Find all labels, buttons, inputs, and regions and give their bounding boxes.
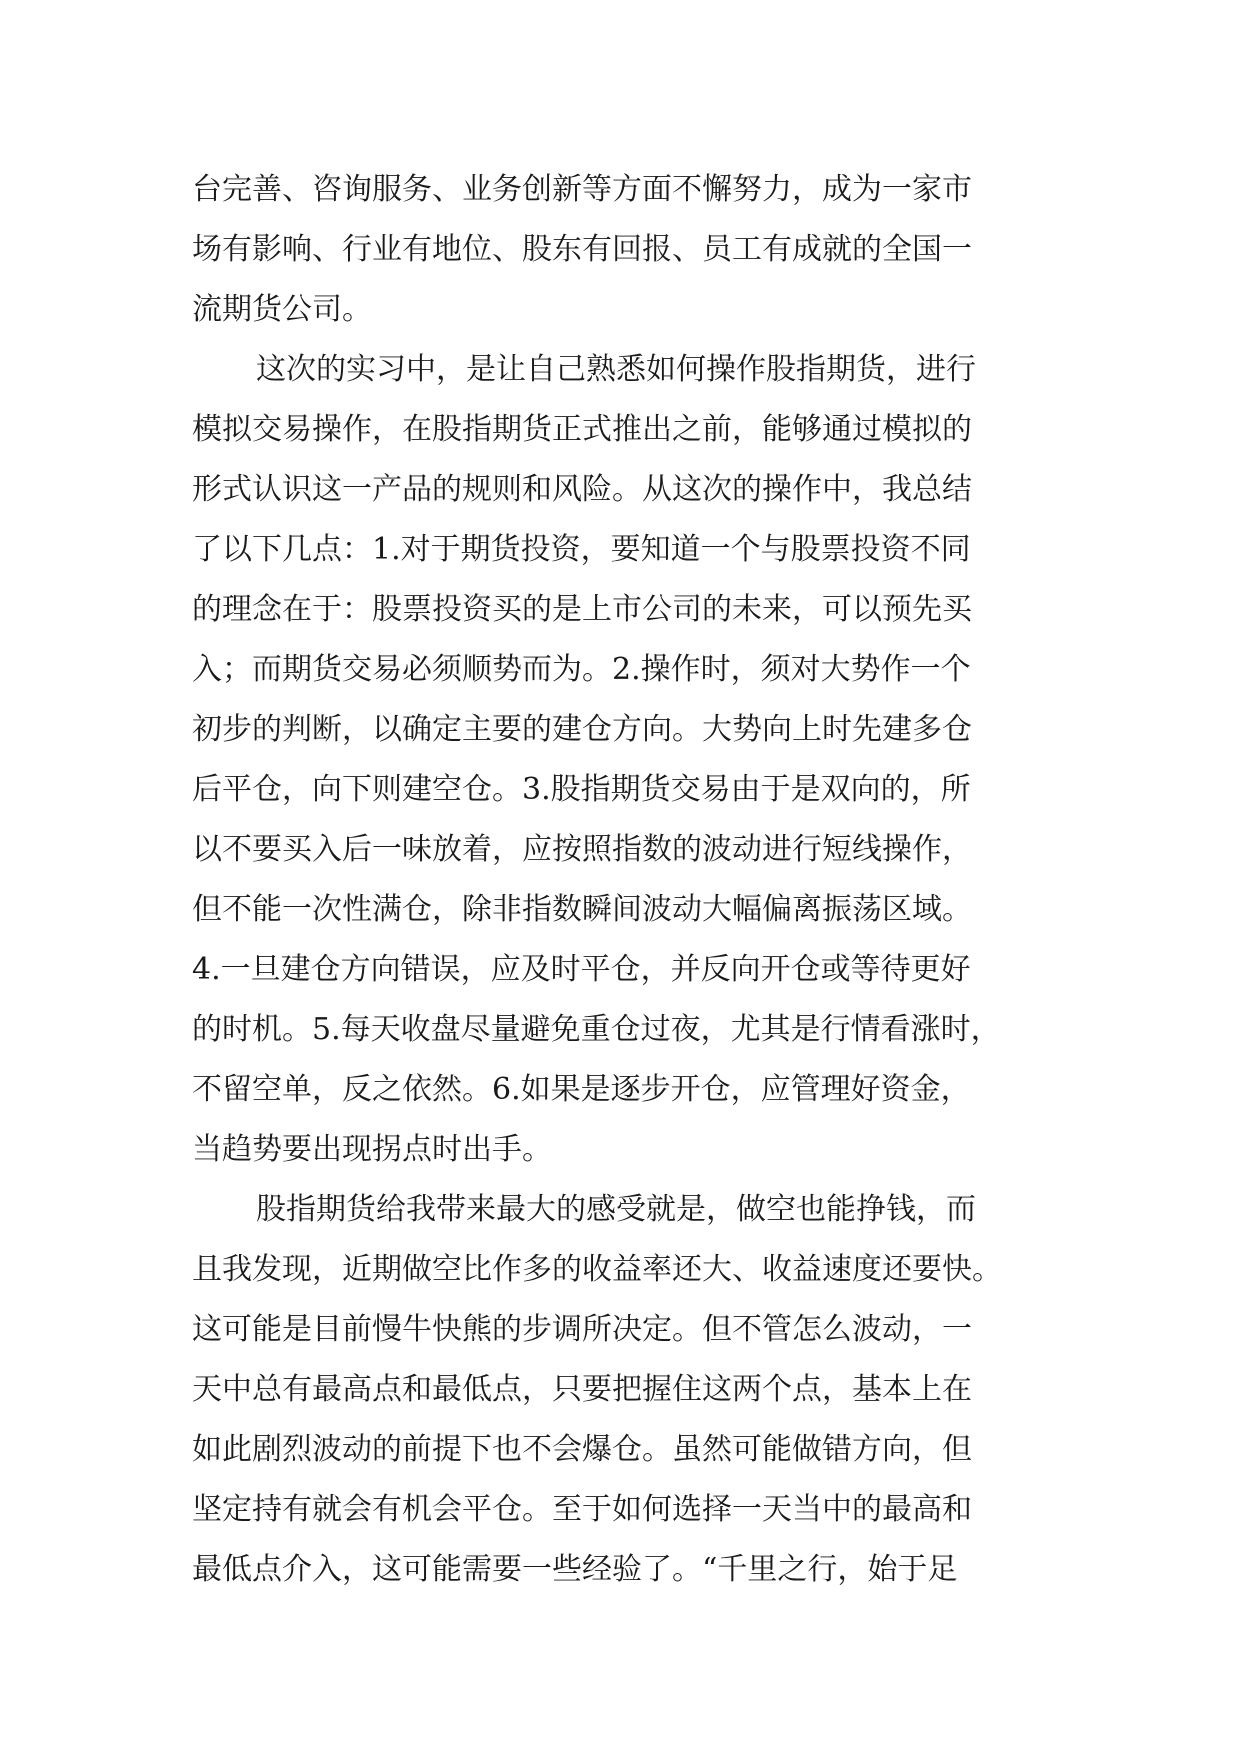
body-text xyxy=(192,160,1072,1600)
text-line: 场有影响、行业有地位、股东有回报、员工有成就的全国一 xyxy=(192,232,972,267)
text-line: 形式认识这一产品的规则和风险。从这次的操作中，我总结 xyxy=(192,472,972,507)
text-line: 初步的判断，以确定主要的建仓方向。大势向上时先建多仓 xyxy=(192,712,972,747)
text-line: 天中总有最高点和最低点，只要把握住这两个点，基本上在 xyxy=(192,1372,972,1407)
text-line: 的理念在于：股票投资买的是上市公司的未来，可以预先买 xyxy=(192,592,972,627)
paragraph-first-line: 股指期货给我带来最大的感受就是，做空也能挣钱，而 xyxy=(256,1192,976,1227)
text-line: 如此剧烈波动的前提下也不会爆仓。虽然可能做错方向，但 xyxy=(192,1432,972,1467)
text-line: 但不能一次性满仓，除非指数瞬间波动大幅偏离振荡区域。 xyxy=(192,892,972,927)
text-line: 这可能是目前慢牛快熊的步调所决定。但不管怎么波动，一 xyxy=(192,1312,972,1347)
text-line: 模拟交易操作，在股指期货正式推出之前，能够通过模拟的 xyxy=(192,412,972,447)
text-line: 且我发现，近期做空比作多的收益率还大、收益速度还要快。 xyxy=(192,1252,1002,1287)
paragraph-first-line: 这次的实习中，是让自己熟悉如何操作股指期货，进行 xyxy=(256,352,976,387)
text-line: 当趋势要出现拐点时出手。 xyxy=(192,1132,552,1167)
text-line: 4.一旦建仓方向错误，应及时平仓，并反向开仓或等待更好 xyxy=(192,952,971,987)
text-line: 台完善、咨询服务、业务创新等方面不懈努力，成为一家市 xyxy=(192,172,972,207)
text-line: 后平仓，向下则建空仓。3.股指期货交易由于是双向的，所 xyxy=(192,772,971,807)
text-line: 入；而期货交易必须顺势而为。2.操作时，须对大势作一个 xyxy=(192,652,971,687)
text-line: 最低点介入，这可能需要一些经验了。“千里之行，始于足 xyxy=(192,1552,958,1587)
text-line: 以不要买入后一味放着，应按照指数的波动进行短线操作， xyxy=(192,832,972,867)
text-line: 不留空单，反之依然。6.如果是逐步开仓，应管理好资金， xyxy=(192,1072,971,1107)
text-line: 了以下几点：1.对于期货投资，要知道一个与股票投资不同 xyxy=(192,532,971,567)
text-line: 流期货公司。 xyxy=(192,292,372,327)
text-line: 坚定持有就会有机会平仓。至于如何选择一天当中的最高和 xyxy=(192,1492,972,1527)
text-line: 的时机。5.每天收盘尽量避免重仓过夜，尤其是行情看涨时， xyxy=(192,1012,1001,1047)
